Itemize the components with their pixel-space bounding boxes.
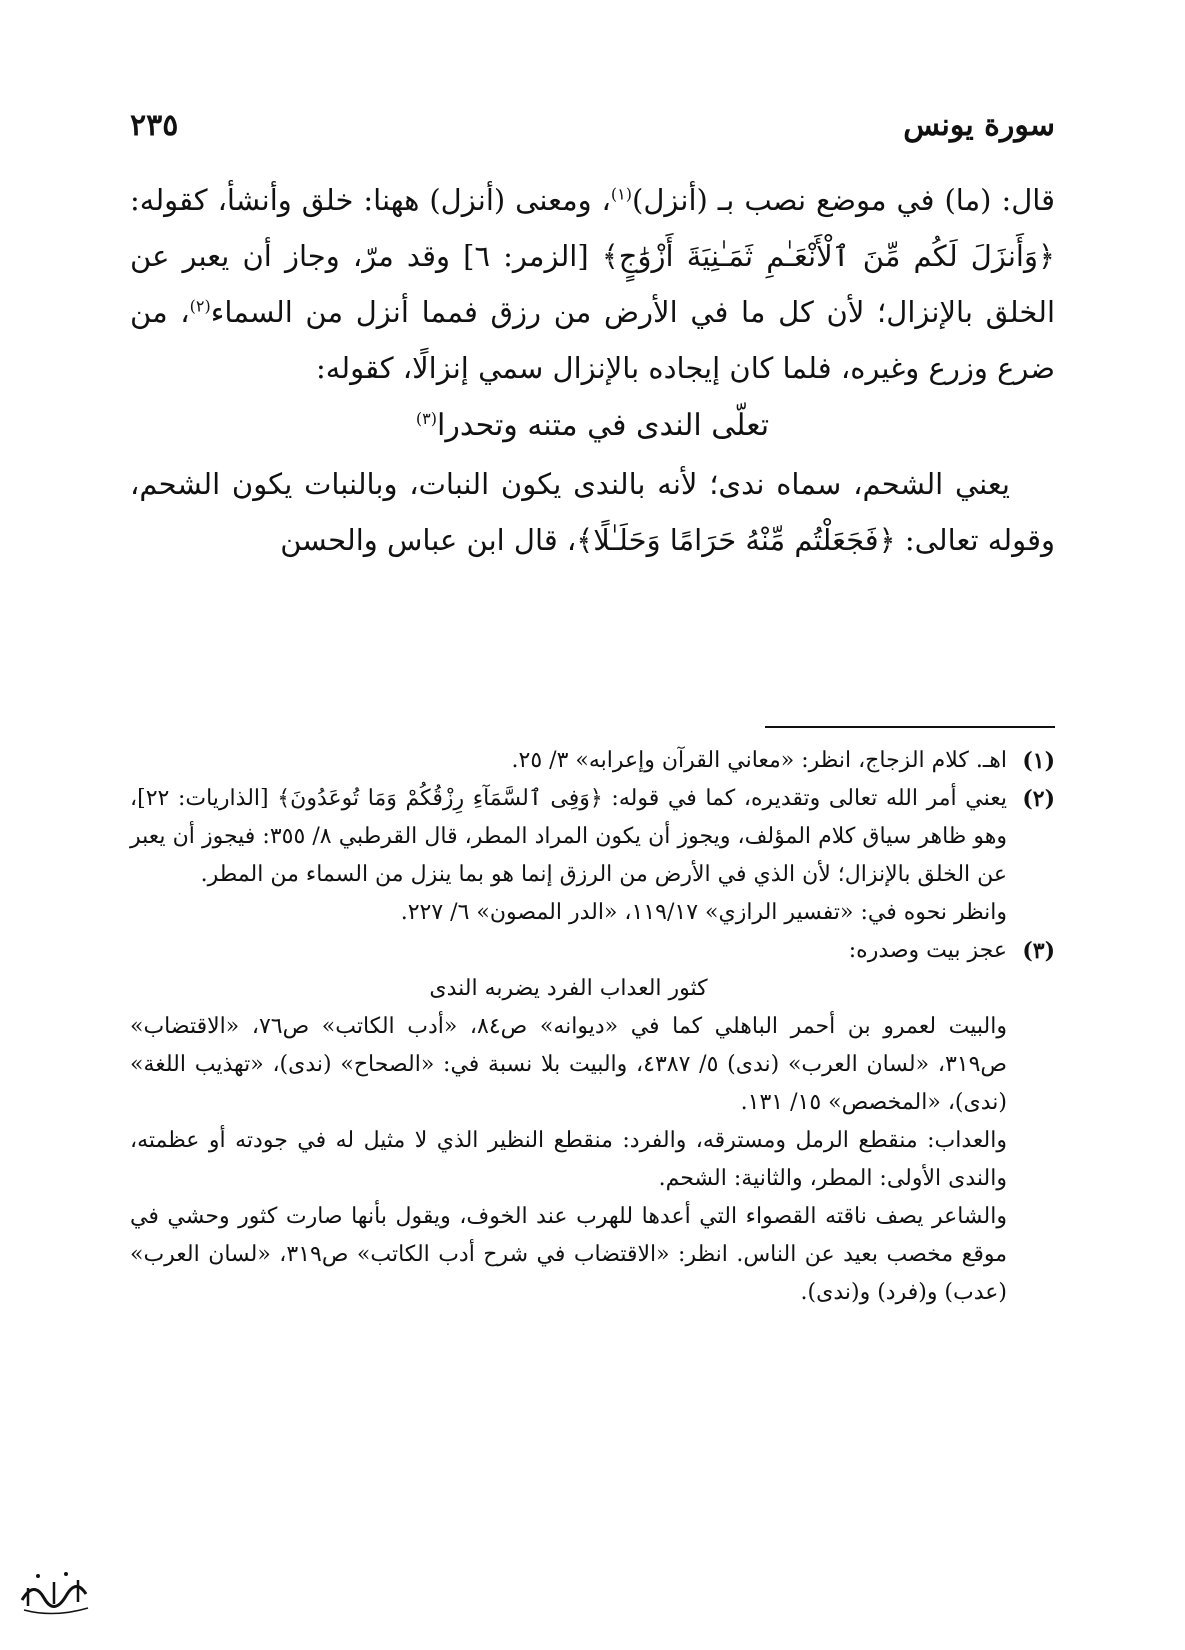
footnote-line: اهـ. كلام الزجاج، انظر: «معاني القرآن وإعرابه» ٣/ ٢٥. bbox=[511, 748, 1007, 773]
paragraph-1-part-b: ، ومعنى (أنزل) ههنا: خلق وأنشأ، كقوله: ﴿وَأَنزَلَ لَكُم مِّنَ ٱلْأَنْعَـٰمِ ثَمَـٰنِيَةَ أَزْوَٰجٍ﴾ [الزمر: ٦] وقد مرّ، وجاز أن يعبر عن الخلق بالإنزال؛ لأن كل ما في الأرض من رزق فمما أنزل من السماء bbox=[130, 183, 1055, 329]
footnote-verse: كثور العداب الفرد يضربه الندى bbox=[429, 976, 708, 1001]
footnote-intro: عجز بيت وصدره: bbox=[848, 938, 1007, 963]
poetry-verse bbox=[130, 396, 1055, 456]
verse-text: تعلّى الندى في متنه وتحدرا bbox=[437, 408, 770, 443]
footnote-ref-3[interactable]: (٣) bbox=[415, 409, 438, 428]
footnote-line: والشاعر يصف ناقته القصواء التي أعدها للهرب عند الخوف، ويقول بأنها صارت كثور وحشي في موقع مخصب بعيد عن الناس. انظر: «الاقتضاب في شرح أدب الكاتب» ص٣١٩، «لسان العرب» (عدب) و(فرد) و(ندى). bbox=[130, 1204, 1007, 1305]
page-header bbox=[130, 100, 1055, 150]
footnote-1 bbox=[130, 742, 1055, 780]
paragraph-1-part-a: قال: (ما) في موضع نصب بـ (أنزل) bbox=[632, 183, 1055, 217]
footnote-number: (٢) bbox=[1022, 786, 1055, 812]
footnote-body bbox=[130, 742, 1007, 780]
footnotes bbox=[130, 742, 1055, 1312]
footnote-3 bbox=[130, 932, 1055, 1312]
main-text bbox=[130, 172, 1055, 568]
footnote-line: يعني أمر الله تعالى وتقديره، كما في قوله: ﴿وَفِى ٱلسَّمَآءِ رِزْقُكُمْ وَمَا تُوعَدُونَ﴾ [الذاريات: ٢٢]، وهو ظاهر سياق كلام المؤلف، ويجوز أن يكون المراد المطر، قال القرطبي ٨/ ٣٥٥: فيجوز أن يعبر عن الخلق بالإنزال؛ لأن الذي في الأرض من الرزق إنما هو بما ينزل من السماء من المطر. bbox=[130, 786, 1007, 887]
page-number: ٢٣٥ bbox=[130, 107, 179, 143]
footnote-line: والعداب: منقطع الرمل ومسترقه، والفرد: منقطع النظير الذي لا مثيل له في جودته أو عظمته، والندى الأولى: المطر، والثانية: الشحم. bbox=[130, 1128, 1007, 1191]
footnote-number: (١) bbox=[1022, 748, 1055, 774]
footnote-line: والبيت لعمرو بن أحمر الباهلي كما في «ديوانه» ص٨٤، «أدب الكاتب» ص٧٦، «الاقتضاب» ص٣١٩، «لسان العرب» (ندى) ٥/ ٤٣٨٧، والبيت بلا نسبة في: «الصحاح» (ندى)، «تهذيب اللغة» (ندى)، «المخصص» ١٥/ ١٣١. bbox=[130, 1014, 1007, 1115]
footnote-divider bbox=[765, 726, 1055, 728]
footnote-ref-2[interactable]: (٢) bbox=[189, 296, 211, 316]
footnote-number: (٣) bbox=[1022, 938, 1055, 964]
paragraph-2: يعني الشحم، سماه ندى؛ لأنه بالندى يكون النبات، وبالنبات يكون الشحم، وقوله تعالى: ﴿فَجَعَلْتُم مِّنْهُ حَرَامًا وَحَلَـٰلًا﴾، قال ابن عباس والحسن bbox=[130, 467, 1055, 557]
paragraph-1 bbox=[130, 172, 1055, 396]
footnote-line: وانظر نحوه في: «تفسير الرازي» ١١٩/١٧، «الدر المصون» ٦/ ٢٢٧. bbox=[400, 900, 1007, 925]
footnote-2 bbox=[130, 780, 1055, 932]
calligraphy-logo-icon bbox=[14, 1560, 94, 1620]
calligraphy-logo-graphic bbox=[14, 1560, 94, 1620]
paragraph-1-part-c: ، من ضرع وزرع وغيره، فلما كان إيجاده بالإنزال سمي إنزالًا، كقوله: bbox=[130, 295, 1055, 385]
footnote-body bbox=[130, 932, 1007, 1312]
footnote-ref-1[interactable]: (١) bbox=[610, 184, 633, 204]
surah-title: سورة يونس bbox=[903, 107, 1055, 143]
footnote-body bbox=[130, 780, 1007, 932]
